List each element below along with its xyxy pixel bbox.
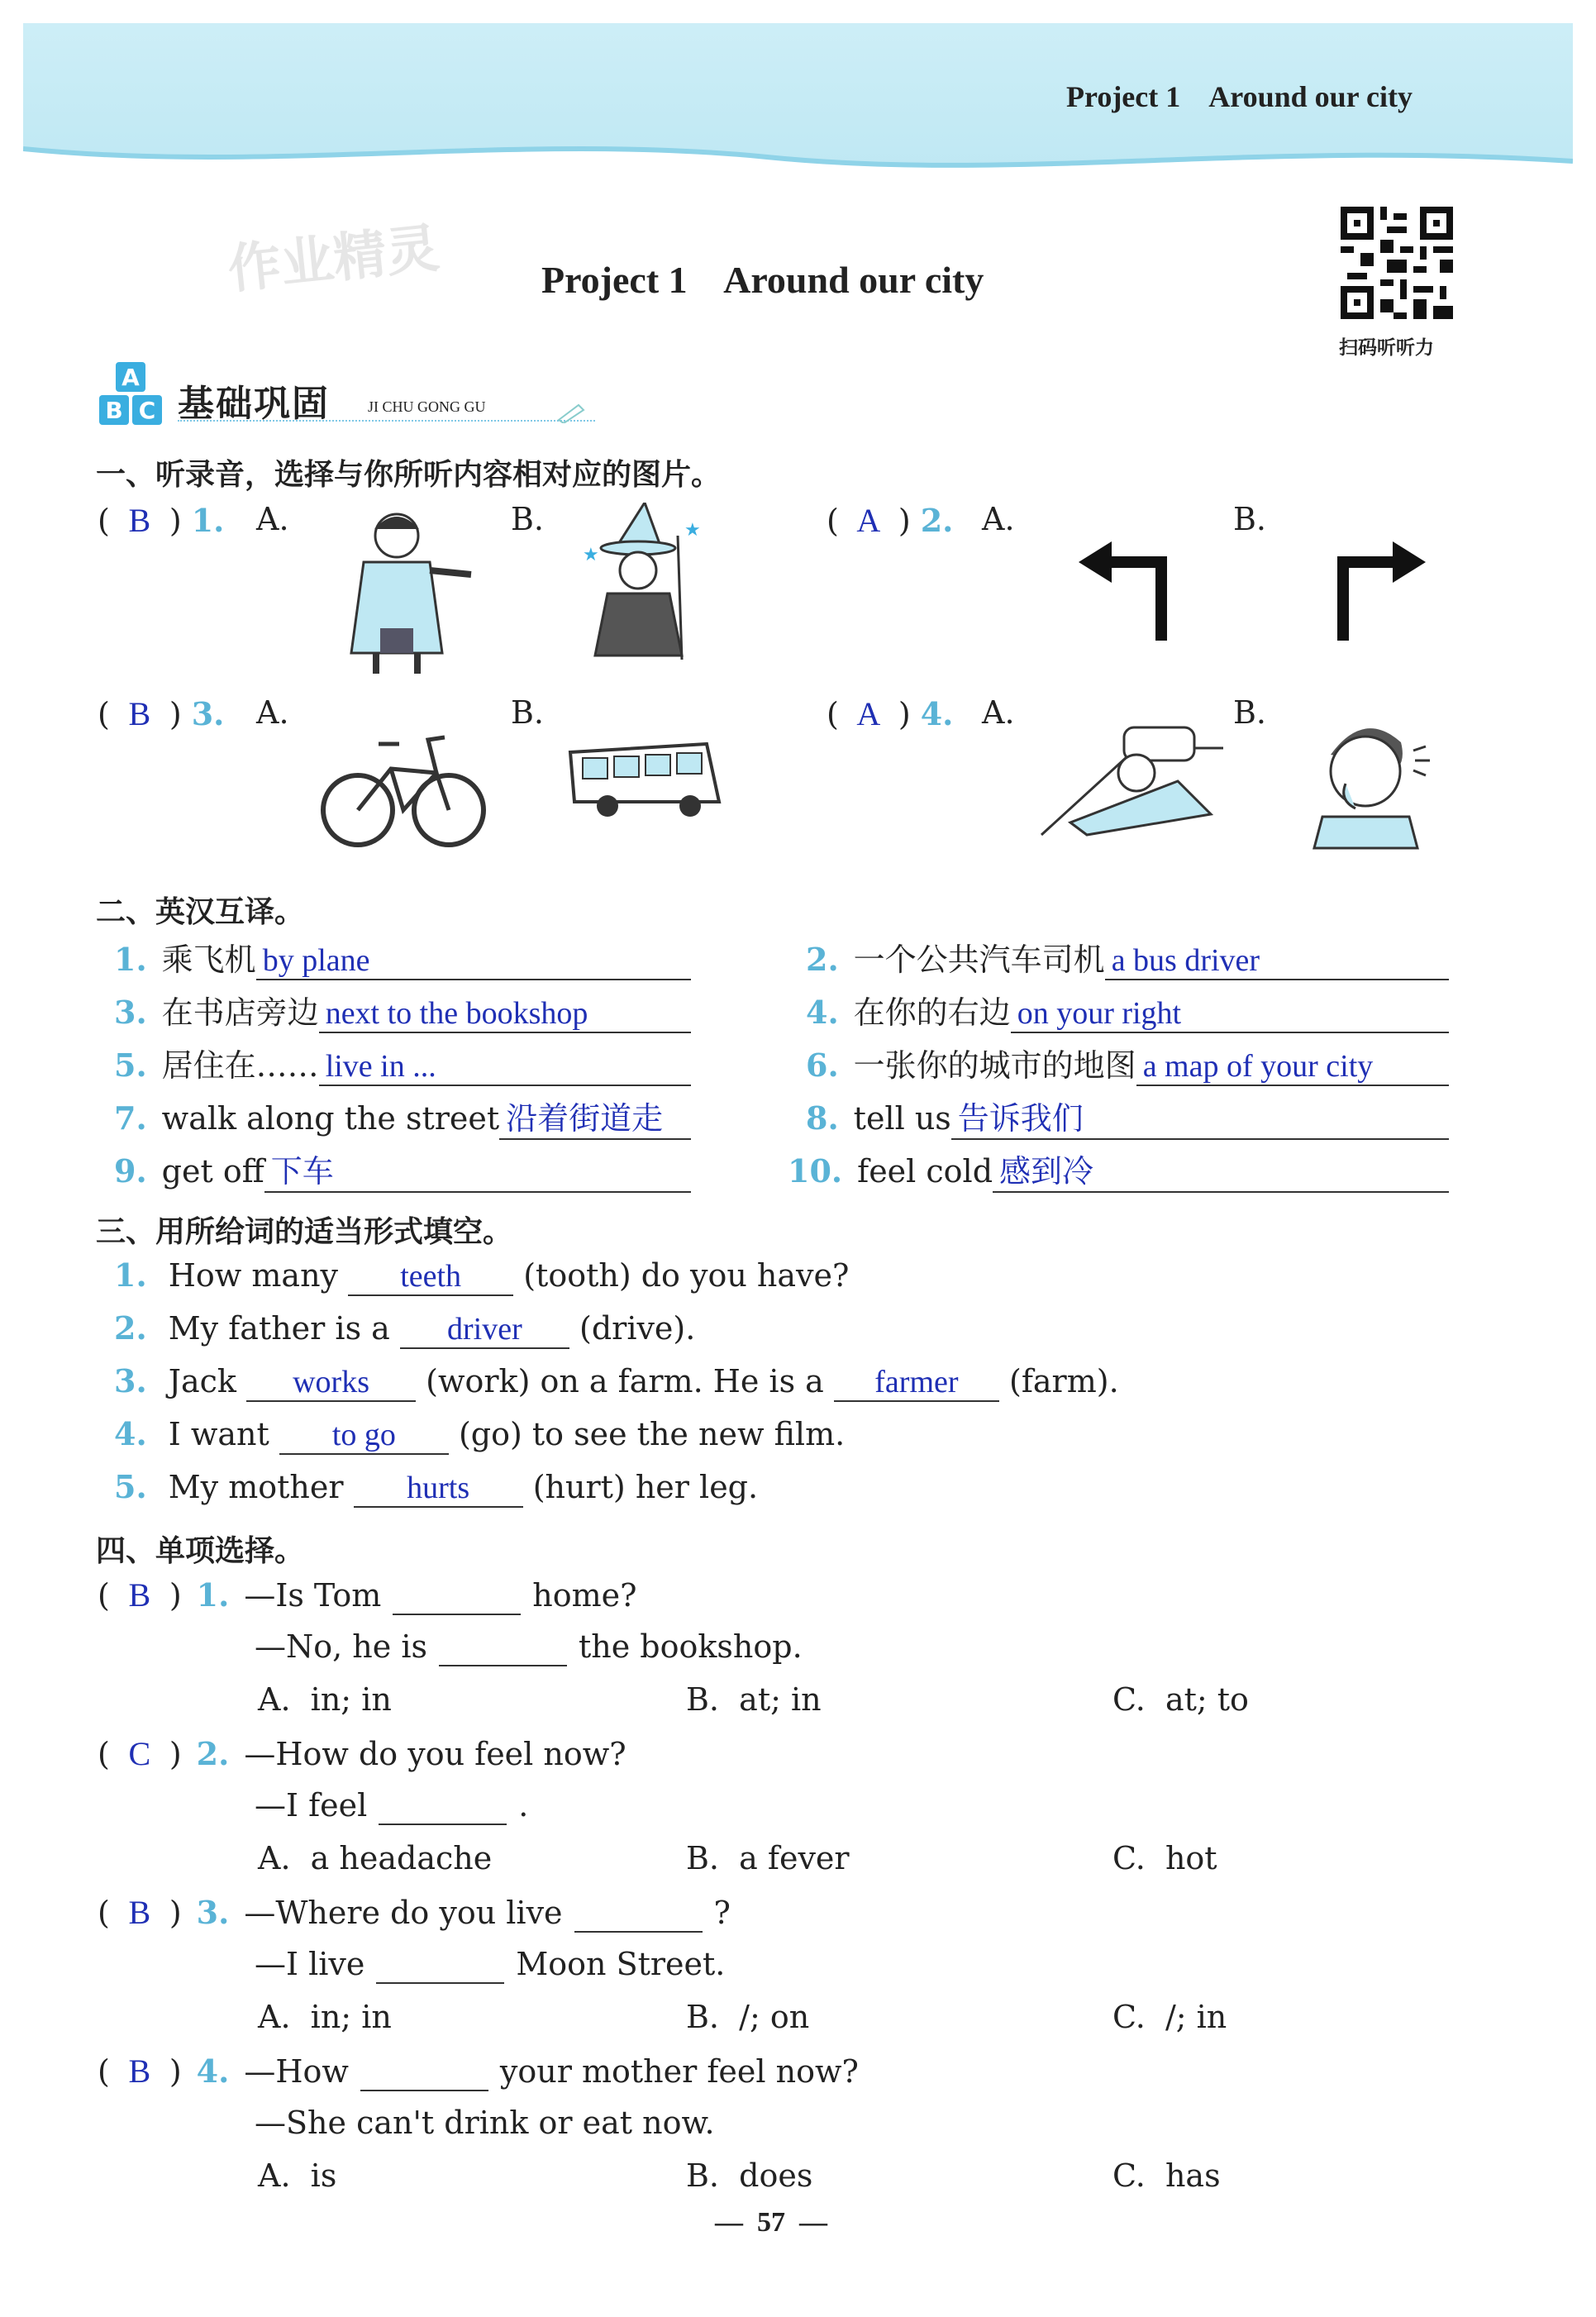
svg-text:C: C [138,397,156,424]
s1-item-3: ( B ) 3. [98,695,225,732]
s1-option-a: A. [256,501,289,537]
s4-option-b[interactable]: B. /; on [686,1999,810,2035]
s1-option-b-3: B. [511,694,545,731]
s4-blank[interactable] [574,1895,703,1933]
s2-item-2: 2. 一个公共汽车司机 a bus driver [806,934,1449,980]
s4-answer-2[interactable]: C [128,1735,151,1772]
s4-blank[interactable] [393,1577,521,1615]
turn-right-arrow-icon [1322,537,1430,645]
s1-option-a-2: A. [982,501,1015,537]
s2-answer-10[interactable]: 感到冷 [993,1146,1449,1193]
s3-answer-3b[interactable]: farmer [834,1364,999,1402]
s4-q2: —She can't drink or eat now. [255,2105,715,2141]
watermark: 作业精灵 [225,217,442,302]
s2-item-3: 3. 在书店旁边 next to the bookshop [114,987,691,1033]
s4-q2: —I live Moon Street. [255,1946,726,1982]
s4-blank[interactable] [376,1946,504,1984]
s3-answer-1[interactable]: teeth [348,1258,513,1296]
section3-heading: 三、用所给词的适当形式填空。 [96,1215,513,1249]
page-title: Project 1 Around our city [541,259,984,301]
sad-boy-image [1306,709,1438,850]
s3-item-5: 5. My mother hurts (hurt) her leg. [114,1468,758,1508]
s1-option-b-4: B. [1233,694,1267,731]
s3-answer-3[interactable]: works [246,1364,416,1402]
bicycle-image [321,727,486,851]
s4-q1: ( B ) 1. —Is Tom home? [98,1576,637,1614]
turn-left-arrow-icon [1074,537,1182,645]
s4-option-c[interactable]: C. at; to [1112,1681,1249,1718]
s3-answer-4[interactable]: to go [279,1417,449,1455]
s4-option-b[interactable]: B. does [686,2157,813,2194]
s4-option-a[interactable]: A. is [258,2157,337,2194]
s4-q2: —No, he is the bookshop. [255,1628,803,1665]
running-title: Project 1 Around our city [1066,80,1413,113]
pencil-icon [555,402,588,423]
s4-option-a[interactable]: A. a headache [258,1840,493,1876]
s4-option-c[interactable]: C. has [1112,2157,1221,2194]
svg-text:A: A [121,364,140,391]
s4-option-b[interactable]: B. a fever [686,1840,850,1876]
section1-heading: 一、听录音，选择与你所听内容相对应的图片。 [96,458,722,492]
s2-item-4: 4. 在你的右边 on your right [806,987,1449,1033]
s2-item-8: 8. tell us 告诉我们 [806,1093,1449,1140]
s4-q1: ( B ) 3. —Where do you live ? [98,1894,731,1931]
s4-blank[interactable] [439,1628,567,1666]
s3-item-1: 1. How many teeth (tooth) do you have? [114,1256,849,1296]
s3-item-2: 2. My father is a driver (drive). [114,1309,695,1349]
s2-answer-5[interactable]: live in ... [319,1048,691,1086]
prince-image [318,504,475,678]
s2-answer-4[interactable]: on your right [1011,995,1449,1033]
s4-answer-3[interactable]: B [128,1894,151,1931]
sick-in-bed-image [1037,723,1227,839]
s2-item-5: 5. 居住在…… live in ... [114,1040,691,1086]
s3-item-4: 4. I want to go (go) to see the new film. [114,1415,845,1455]
s4-answer-1[interactable]: B [128,1576,151,1614]
s2-answer-3[interactable]: next to the bookshop [319,995,691,1033]
s1-item-1: ( B ) 1. [98,502,225,539]
s4-option-a[interactable]: A. in; in [258,1999,392,2035]
s4-option-b[interactable]: B. at; in [686,1681,822,1718]
s3-answer-2[interactable]: driver [400,1311,569,1349]
header-wave [23,124,1573,190]
s1-item-4: ( A ) 4. [827,695,954,732]
s4-option-c[interactable]: C. /; in [1112,1999,1227,2035]
bus-image [566,740,723,822]
banner-underline [178,420,595,422]
s1-option-b: B. [511,501,545,537]
s2-item-9: 9. get off 下车 [114,1146,691,1193]
s3-item-3: 3. Jack works (work) on a farm. He is a farmer (farm). [114,1362,1119,1402]
s4-option-c[interactable]: C. hot [1112,1840,1217,1876]
s2-answer-8[interactable]: 告诉我们 [951,1093,1449,1140]
s1-option-a-3: A. [256,694,289,731]
s2-answer-1[interactable]: by plane [256,942,691,980]
s1-item-2: ( A ) 2. [827,502,954,539]
section-banner-title: 基础巩固 [178,383,330,425]
svg-text:★: ★ [583,545,599,565]
s2-answer-7[interactable]: 沿着街道走 [499,1093,691,1140]
section2-heading: 二、英汉互译。 [96,895,305,929]
witch-image [579,503,703,668]
s4-answer-4[interactable]: B [128,2052,151,2090]
s4-q1: ( C ) 2. —How do you feel now? [98,1735,626,1772]
qr-caption: 扫码听听力 [1339,337,1434,359]
section4-heading: 四、单项选择。 [96,1534,305,1568]
s2-item-6: 6. 一张你的城市的地图 a map of your city [806,1040,1449,1086]
abc-blocks-icon [98,362,165,428]
s3-answer-5[interactable]: hurts [354,1470,523,1508]
s4-blank[interactable] [360,2053,488,2091]
s2-answer-9[interactable]: 下车 [264,1146,691,1193]
s1-option-a-4: A. [982,694,1015,731]
s2-item-1: 1. 乘飞机 by plane [114,934,691,980]
s2-item-10: 10. feel cold 感到冷 [788,1146,1449,1193]
s2-item-7: 7. walk along the street 沿着街道走 [114,1093,691,1140]
qr-code-icon[interactable] [1341,207,1453,319]
s4-q1: ( B ) 4. —How your mother feel now? [98,2052,859,2090]
s4-q2: —I feel . [255,1787,529,1824]
s1-option-b-2: B. [1233,501,1267,537]
svg-text:B: B [105,397,123,424]
section-banner-pinyin: JI CHU GONG GU [368,398,486,415]
s4-option-a[interactable]: A. in; in [258,1681,392,1718]
svg-text:★: ★ [684,520,701,541]
s4-blank[interactable] [379,1787,507,1825]
page-number: — 57 — [715,2207,827,2238]
s2-answer-6[interactable]: a map of your city [1136,1048,1449,1086]
s2-answer-2[interactable]: a bus driver [1105,942,1449,980]
